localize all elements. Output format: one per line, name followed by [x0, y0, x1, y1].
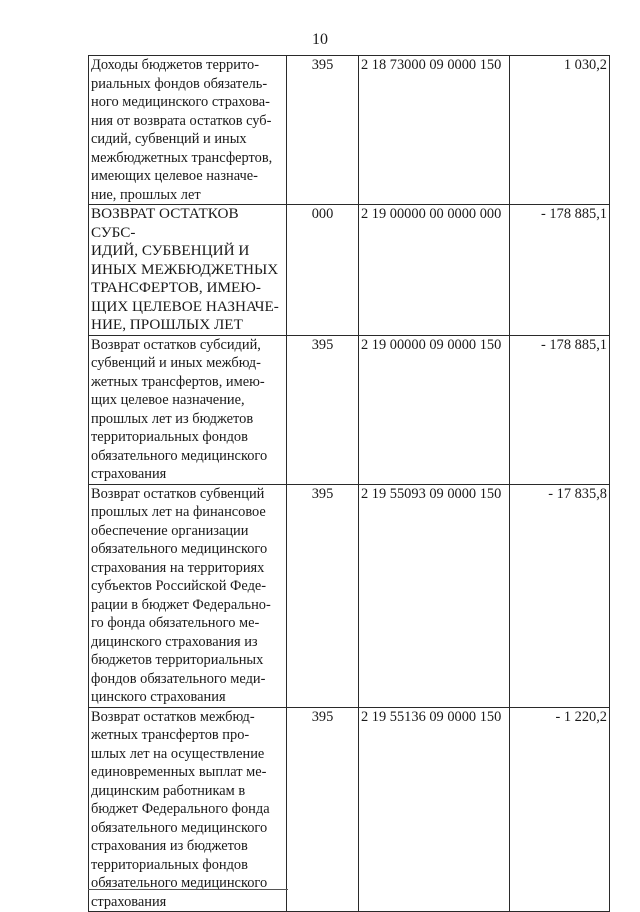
- revenue-name-cell: Возврат остатков субвенций прошлых лет на финансовое обеспечение организации обязательного медицинского страхования на территориях субъектов Российской Феде- рации в бюджет Федерально- го фонда обязательного ме- дицинского страхования из бюджетов территориальных фондов обязательного меди- цинского страхования: [89, 484, 287, 707]
- administrator-code-cell: 395: [287, 707, 359, 912]
- table-row: [89, 484, 610, 707]
- table-row: [89, 335, 610, 484]
- administrator-code-cell: 395: [287, 484, 359, 707]
- amount-cell: - 17 835,8: [510, 484, 610, 707]
- revenue-name-cell: Возврат остатков межбюд- жетных трансфертов про- шлых лет на осуществление единовременных выплат ме- дицинским работникам в бюджет Федерального фонда обязательного медицинского страхования из бюджетов территориальных фондов обязательного медицинского страхования: [89, 707, 287, 912]
- revenue-name-cell: Возврат остатков субсидий, субвенций и иных межбюд- жетных трансфертов, имею- щих целевое назначение, прошлых лет из бюджетов территориальных фондов обязательного медицинского страхования: [89, 335, 287, 484]
- amount-cell: - 1 220,2: [510, 707, 610, 912]
- amount-cell: - 178 885,1: [510, 335, 610, 484]
- amount-cell: - 178 885,1: [510, 205, 610, 336]
- budget-classification-code-cell: 2 19 55136 09 0000 150: [359, 707, 510, 912]
- budget-classification-code-cell: 2 18 73000 09 0000 150: [359, 56, 510, 205]
- revenue-name-cell: Доходы бюджетов террито- риальных фондов обязатель- ного медицинского страхова- ния от возврата остатков суб- сидий, субвенций и иных межбюджетных трансфертов, имеющих целевое назначе- ние, прошлых лет: [89, 56, 287, 205]
- revenue-name-cell: ВОЗВРАТ ОСТАТКОВ СУБС- ИДИЙ, СУБВЕНЦИЙ И ИНЫХ МЕЖБЮДЖЕТНЫХ ТРАНСФЕРТОВ, ИМЕЮ- ЩИХ ЦЕЛЕВОЕ НАЗНАЧЕ- НИЕ, ПРОШЛЫХ ЛЕТ: [89, 205, 287, 336]
- table-row: [89, 205, 610, 336]
- budget-classification-code-cell: 2 19 00000 00 0000 000: [359, 205, 510, 336]
- budget-classification-code-cell: 2 19 55093 09 0000 150: [359, 484, 510, 707]
- amount-cell: 1 030,2: [510, 56, 610, 205]
- table-row: [89, 707, 610, 912]
- page-number: 10: [312, 31, 328, 48]
- budget-revenue-table: [88, 55, 610, 912]
- administrator-code-cell: 395: [287, 335, 359, 484]
- footnote-divider: [88, 889, 288, 890]
- budget-classification-code-cell: 2 19 00000 09 0000 150: [359, 335, 510, 484]
- table-row: [89, 56, 610, 205]
- administrator-code-cell: 395: [287, 56, 359, 205]
- administrator-code-cell: 000: [287, 205, 359, 336]
